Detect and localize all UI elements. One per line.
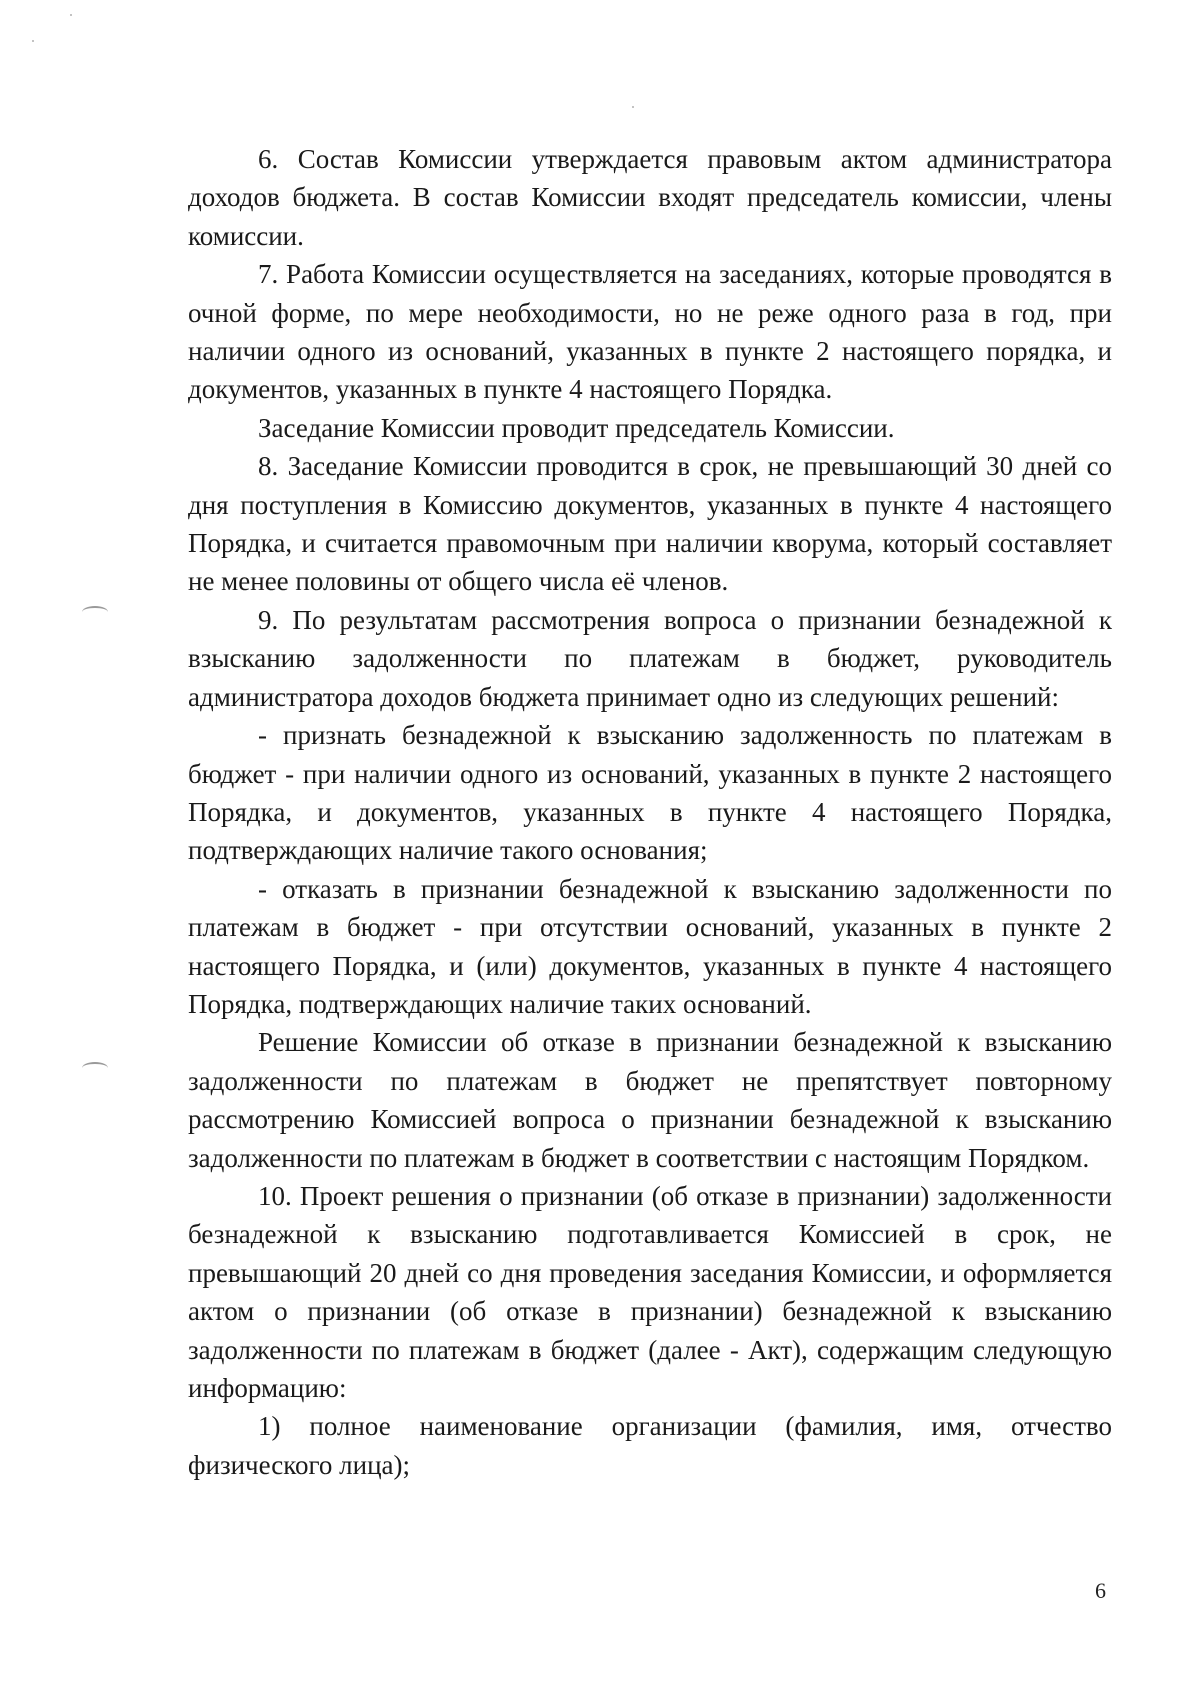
paragraph-10-act-draft: 10. Проект решения о признании (об отказе в признании) задолженности безнадежной к взысканию подготавливается Комиссией в срок, не превышающий 20 дней со дня проведения заседания Комиссии, и оформляется актом о признании (об отказе в признании) безнадежной к взысканию задолженности по платежам в бюджет (далее - Акт), содержащим следующую информацию: [188, 1180, 1112, 1403]
scan-speck [632, 106, 634, 108]
paragraph-meeting-chair: Заседание Комиссии проводит председатель Комиссии. [258, 412, 895, 443]
paragraph-refusal-decision: Решение Комиссии об отказе в признании безнадежной к взысканию задолженности по платежам в бюджет не препятствует повторному рассмотрению Комиссией вопроса о признании безнадежной к взысканию задолженности по платежам в бюджет в соответствии с настоящим Порядком. [188, 1027, 1112, 1173]
document-body [188, 140, 1112, 1484]
scan-speck [70, 14, 72, 16]
scan-speck [32, 40, 34, 42]
scan-artifact-mark [82, 1062, 108, 1074]
scan-artifact-mark [82, 606, 108, 618]
page-number: 6 [1095, 1578, 1106, 1603]
list-item-refuse-recognition: - отказать в признании безнадежной к взысканию задолженности по платежам в бюджет - при отсутствии оснований, указанных в пункте 2 настоящего Порядка, и (или) документов, указанных в пункте 4 настоящего Порядка, подтверждающих наличие таких оснований. [188, 873, 1112, 1019]
list-item-organization-name: 1) полное наименование организации (фамилия, имя, отчество физического лица); [188, 1411, 1112, 1480]
paragraph-9-decision-options: 9. По результатам рассмотрения вопроса о признании безнадежной к взысканию задолженности по платежам в бюджет, руководитель администратора доходов бюджета принимает одно из следующих решений: [188, 604, 1112, 712]
paragraph-6-commission-composition: 6. Состав Комиссии утверждается правовым актом администратора доходов бюджета. В состав Комиссии входят председатель комиссии, члены комиссии. [188, 144, 1112, 251]
list-item-recognize-debt: - признать безнадежной к взысканию задолженность по платежам в бюджет - при наличии одного из оснований, указанных в пункте 2 настоящего Порядка, и документов, указанных в пункте 4 настоящего Порядка, подтверждающих наличие такого основания; [188, 720, 1112, 866]
paragraph-7-commission-work: 7. Работа Комиссии осуществляется на заседаниях, которые проводятся в очной форме, по мере необходимости, но не реже одного раза в год, при наличии одного из оснований, указанных в пункте 2 настоящего порядка, и документов, указанных в пункте 4 настоящего Порядка. [188, 259, 1112, 405]
paragraph-8-meeting-term: 8. Заседание Комиссии проводится в срок, не превышающий 30 дней со дня поступления в Комиссию документов, указанных в пункте 4 настоящего Порядка, и считается правомочным при наличии кворума, который составляет не менее половины от общего числа её членов. [188, 451, 1112, 597]
